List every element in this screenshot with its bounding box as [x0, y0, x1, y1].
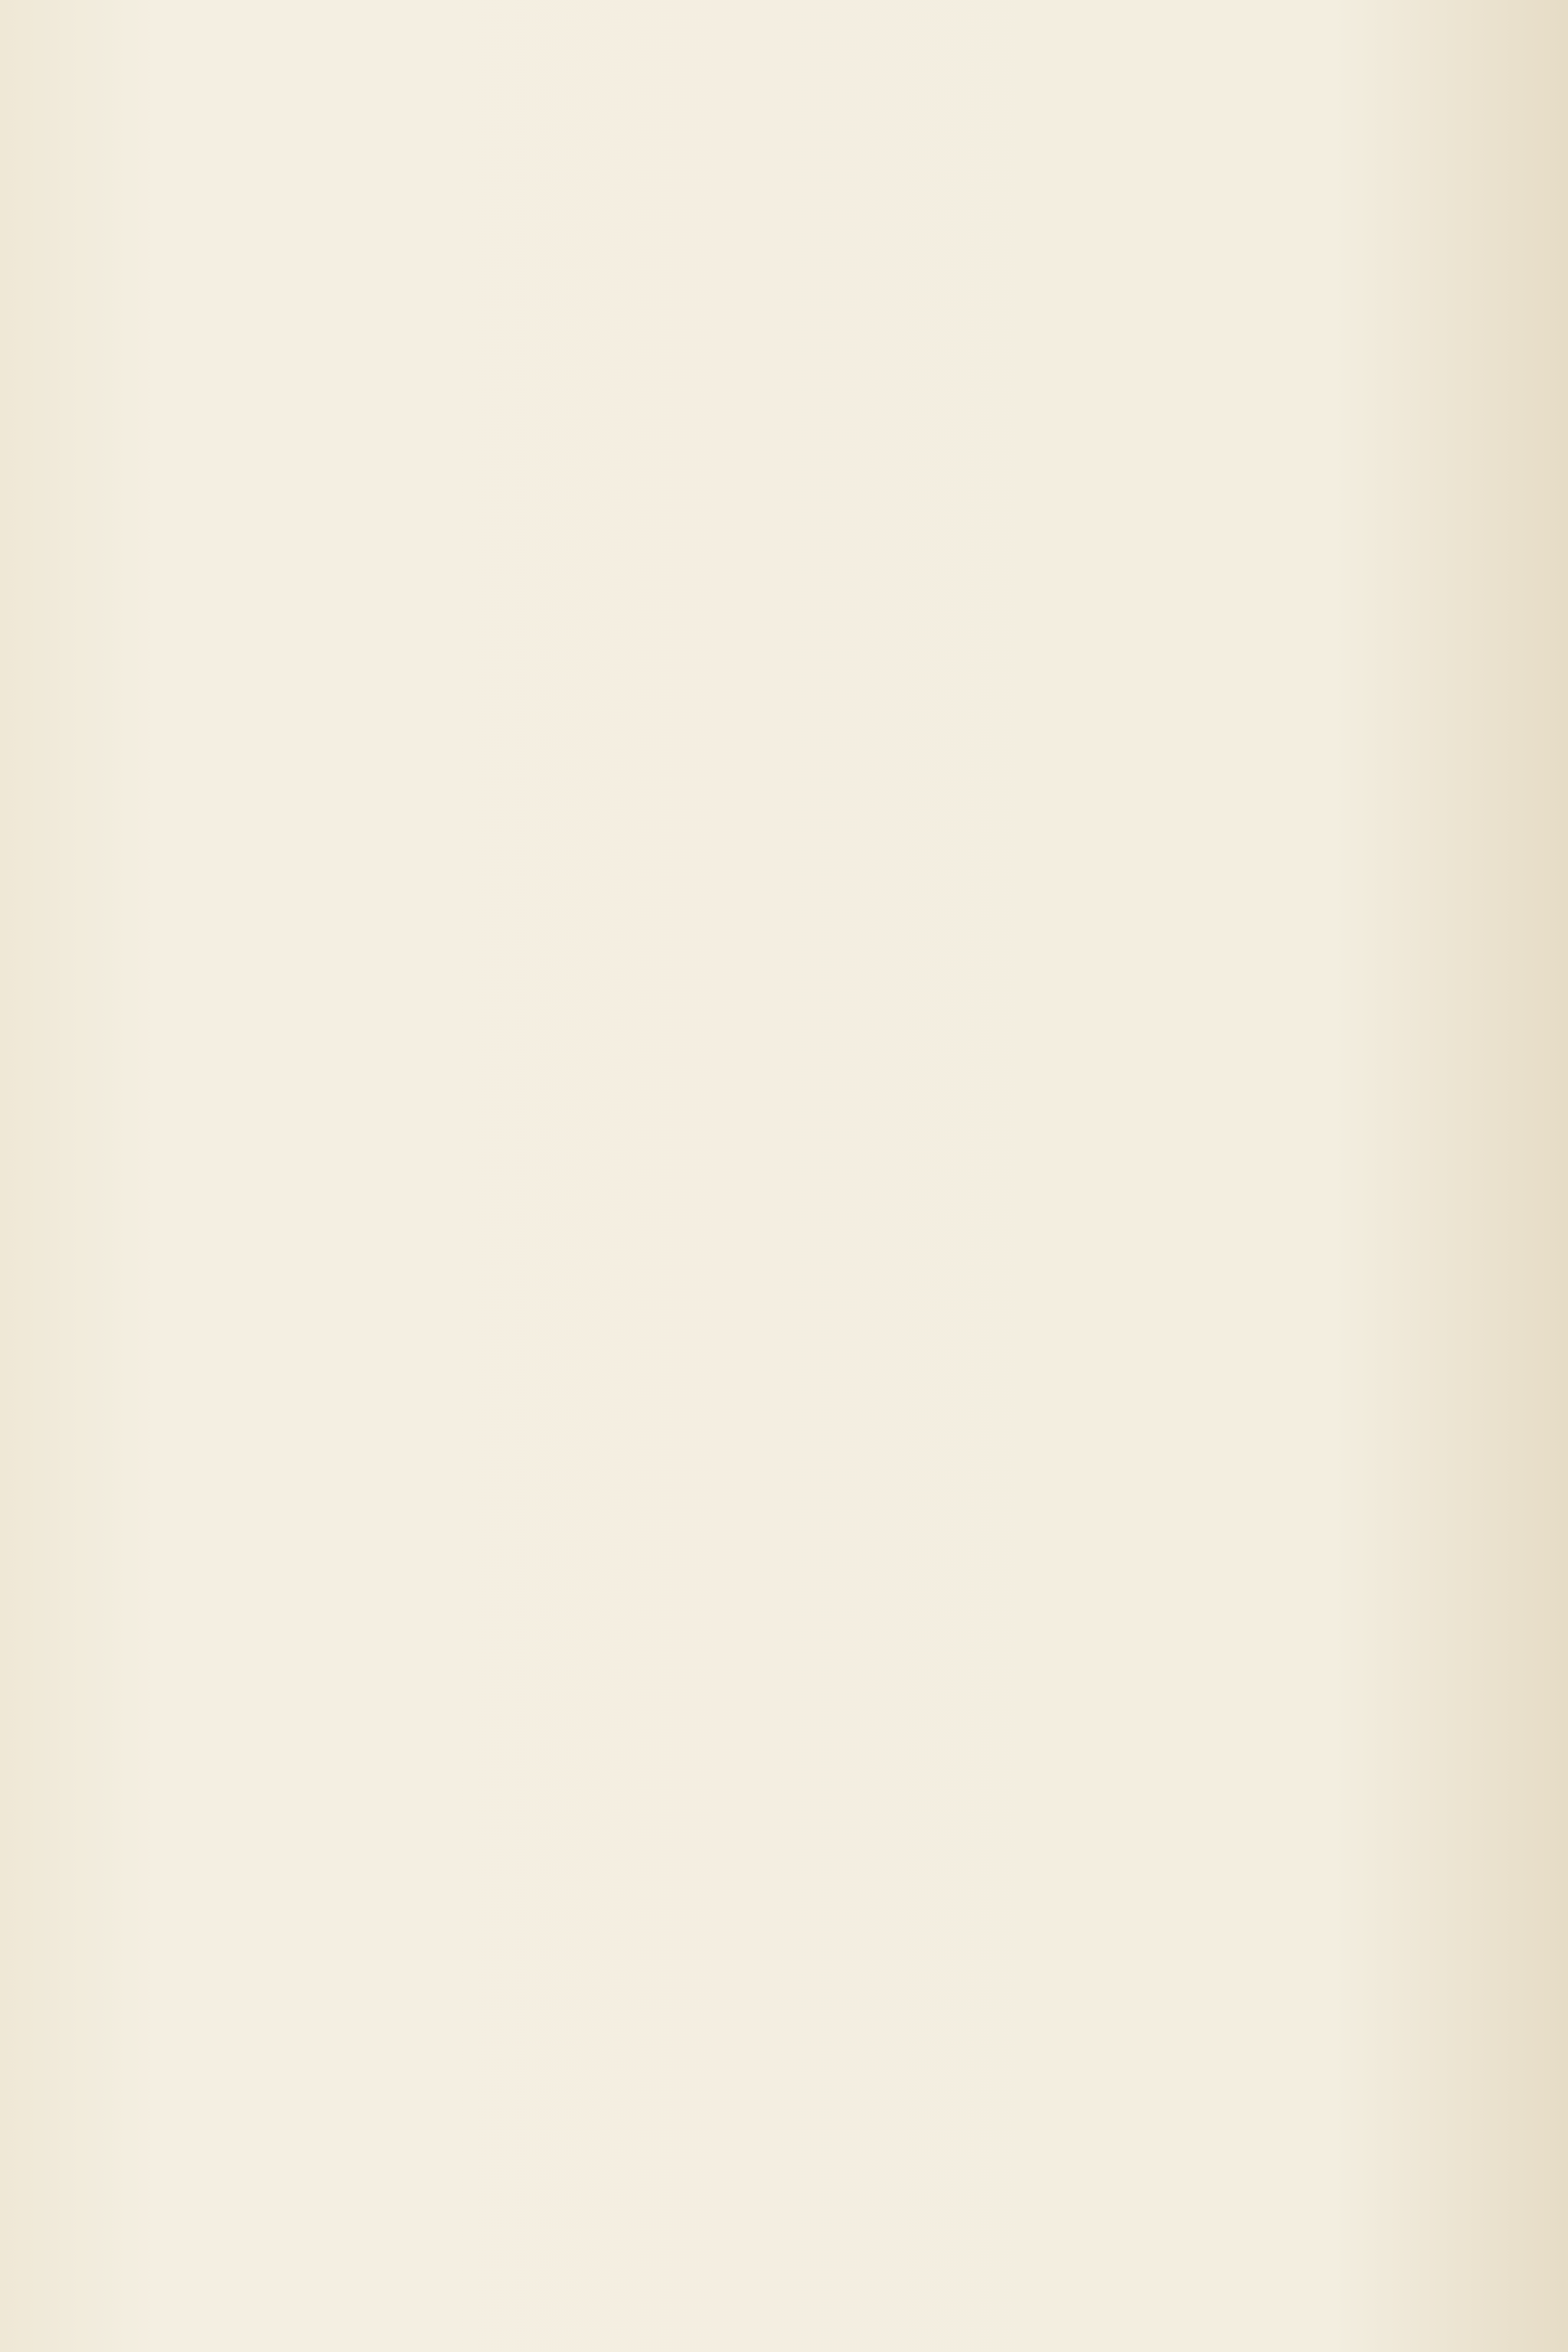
running-header	[0, 44, 1568, 106]
column-right	[896, 100, 1424, 119]
